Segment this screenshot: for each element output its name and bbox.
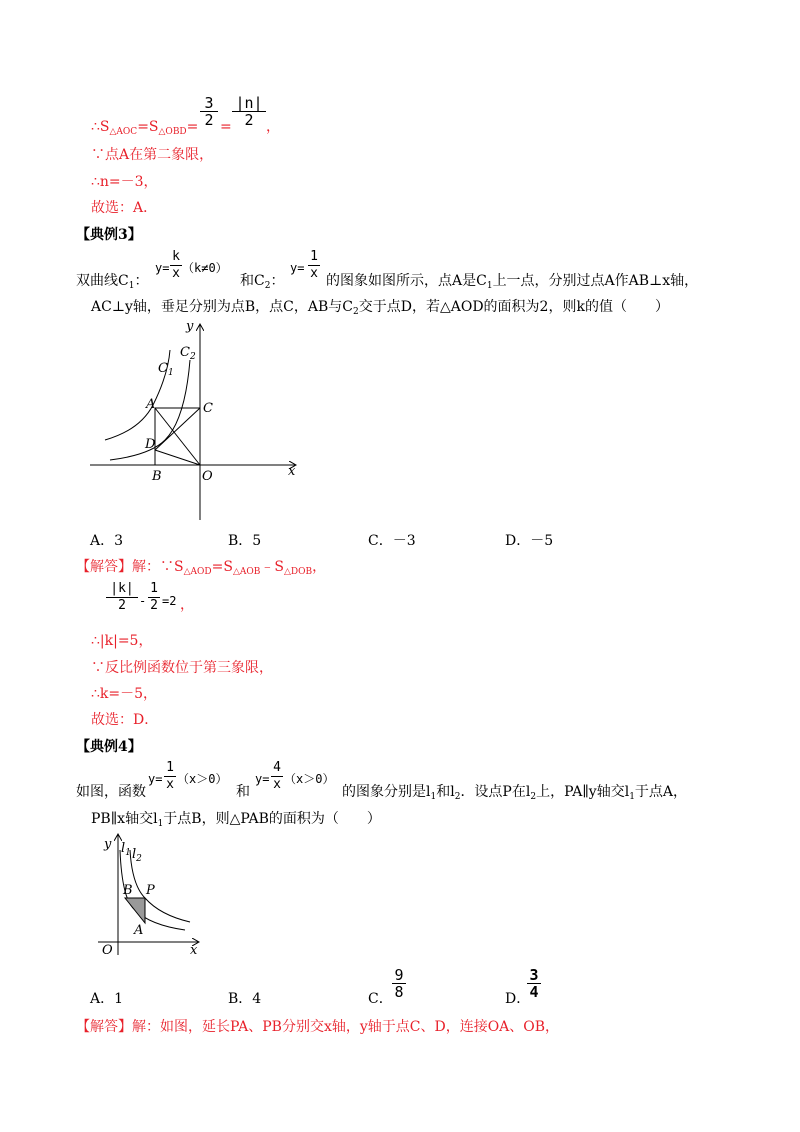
- fraction-abs-k-half: |k| 2: [106, 582, 138, 613]
- solution-line-quadrant: ∵点A在第二象限，: [91, 147, 214, 163]
- example-3-question-line-1: 双曲线$C_1$：: [76, 273, 149, 291]
- label-y: y: [186, 320, 194, 334]
- example-3-question-cont: 的图象如图所示，点A是$C_1$上一点，分别过点A作AB⊥x轴，: [326, 273, 699, 291]
- option-b[interactable]: B．5: [228, 533, 262, 549]
- example-4-answer-line-1: 【解答】解：如图，延长PA、PB分别交x轴，y轴于点C、D，连接OA、OB，: [76, 1019, 560, 1035]
- label-l1: $l_1$: [121, 841, 131, 858]
- solution-line-choice: 故选：A．: [91, 200, 158, 216]
- minus-sign: -: [139, 594, 147, 608]
- option-d[interactable]: D．: [505, 991, 531, 1007]
- solution-line-n: ∴n=－3，: [91, 174, 158, 190]
- comma-after-equation: ，: [180, 597, 194, 613]
- option-d[interactable]: D．－5: [505, 533, 554, 549]
- example-4-question-cont: 的图象分别是$l_1$和$l_2$．设点P在$l_2$上，PA∥y轴交$l_1$于点A，: [342, 784, 688, 802]
- formula-4-over-x: 4 x: [271, 761, 283, 792]
- label-a: A: [146, 397, 156, 412]
- example-3-graph: [90, 320, 310, 520]
- example-3-question-line-2: AC⊥y轴，垂足分别为点B，点C，AB与$C_2$交于点D，若△AOD的面积为2，则k的值（ ）: [91, 299, 669, 317]
- example-3-answer-k: ∴k=－5，: [91, 686, 158, 702]
- formula-4-1-over-x: 1 x: [164, 761, 176, 792]
- equals-sign: =: [220, 119, 232, 135]
- fraction-abs-n-half: |n| 2: [232, 96, 266, 127]
- equals-two: =2: [162, 594, 177, 608]
- example-4-question-start: 如图，函数: [76, 784, 146, 800]
- example-3-heading: 【典例3】: [76, 227, 142, 243]
- option-d-fraction: 3 4: [527, 968, 541, 999]
- option-c-fraction: 9 8: [392, 968, 406, 999]
- label-d: D: [145, 437, 156, 452]
- segment-dc: [155, 408, 200, 450]
- label-x: x: [288, 464, 296, 479]
- option-a[interactable]: A．3: [90, 533, 124, 549]
- label-b: B: [152, 469, 162, 484]
- label-x: x: [190, 943, 198, 958]
- formula-4-1-condition: （x＞0）: [177, 772, 228, 786]
- triangle-pab: [125, 898, 145, 923]
- example-3-answer-line-1: 【解答】解：$\because S_{\triangle AOD}=S_{\triangle AOB}﹣S_{\triangle DOB}$，: [76, 559, 327, 577]
- segment-do: [155, 450, 200, 465]
- formula-4-1-lhs: y=: [148, 772, 163, 786]
- formula-k-over-x: k x: [170, 250, 182, 281]
- example-4-heading: 【典例4】: [76, 739, 142, 755]
- label-o: O: [102, 943, 113, 958]
- label-c2: $C_2$: [180, 345, 196, 362]
- formula-1-over-x: 1 x: [308, 250, 320, 281]
- option-a[interactable]: A．1: [90, 991, 124, 1007]
- fraction-one-half: 1 2: [148, 582, 160, 613]
- option-b[interactable]: B．4: [228, 991, 262, 1007]
- label-c: C: [203, 401, 213, 416]
- option-c[interactable]: C．: [368, 991, 393, 1007]
- comma: ，: [266, 119, 280, 135]
- formula-k-condition: （k≠0）: [182, 261, 228, 275]
- segment-ao: [155, 408, 200, 465]
- fraction-three-halves: 3 2: [200, 96, 218, 127]
- option-c[interactable]: C．－3: [368, 533, 416, 549]
- formula-4-2-lhs: y=: [255, 772, 270, 786]
- example-3-and: 和$C_2$：: [240, 273, 285, 291]
- label-l2: $l_2$: [132, 847, 142, 864]
- formula-1-over-x-lhs: y=: [290, 261, 305, 275]
- example-4-and: 和: [236, 784, 250, 800]
- label-a: A: [134, 923, 144, 938]
- label-o: O: [202, 469, 213, 484]
- example-3-answer-choice: 故选：D．: [91, 712, 159, 728]
- label-c1: $C_1$: [158, 361, 174, 378]
- example-4-graph: [90, 830, 220, 960]
- label-b: B: [123, 883, 133, 898]
- formula-4-2-condition: （x＞0）: [284, 772, 335, 786]
- example-3-answer-quadrant: ∵反比例函数位于第三象限，: [91, 660, 273, 676]
- label-y: y: [104, 837, 112, 852]
- label-p: P: [146, 883, 155, 898]
- solution-line-area: $\therefore S_{\triangle AOC}=S_{\triangle OBD}=$: [91, 119, 199, 137]
- formula-k-over-x-lhs: y=: [155, 261, 170, 275]
- example-4-question-line-2: PB∥x轴交$l_1$于点B，则△PAB的面积为（ ）: [91, 811, 381, 829]
- example-3-answer-abs-k: ∴|k|=5，: [91, 633, 153, 649]
